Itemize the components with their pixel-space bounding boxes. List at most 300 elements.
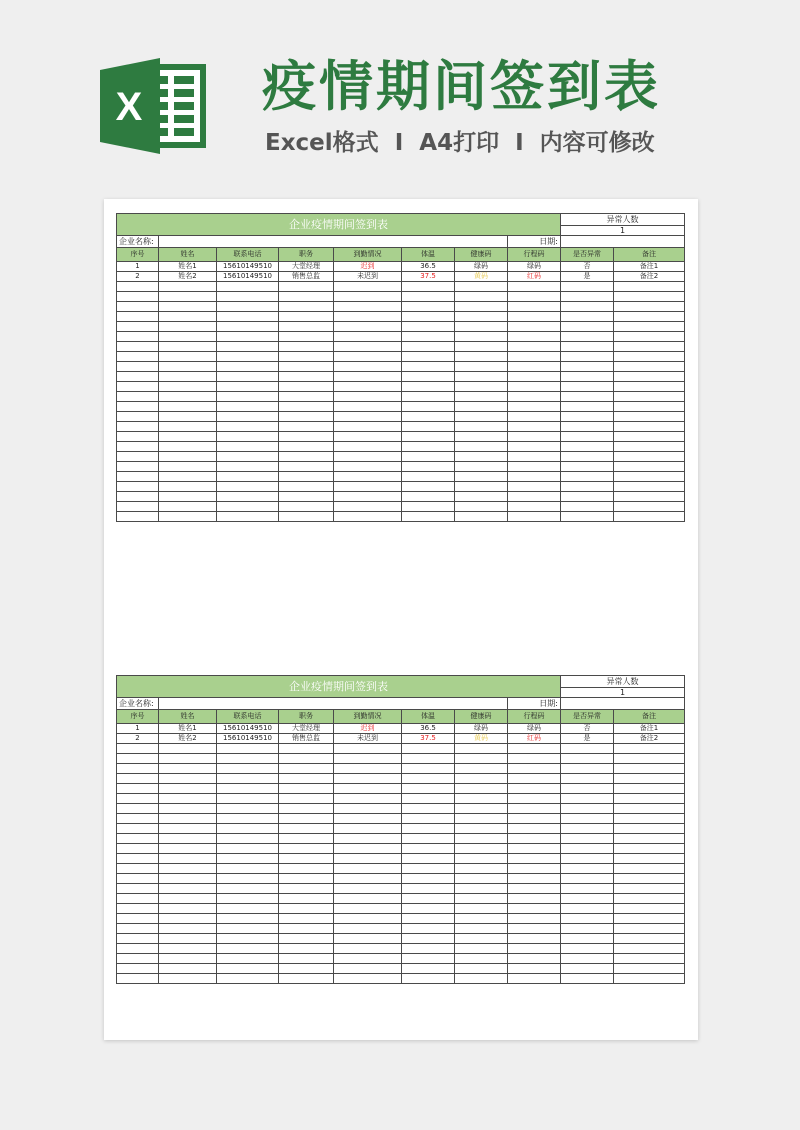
empty-cell[interactable] [279,352,334,362]
table-cell[interactable]: 37.5 [402,734,455,744]
empty-cell[interactable] [561,864,614,874]
empty-cell[interactable] [217,292,279,302]
empty-cell[interactable] [508,854,561,864]
empty-cell[interactable] [217,362,279,372]
empty-cell[interactable] [159,764,217,774]
empty-cell[interactable] [508,292,561,302]
empty-cell[interactable] [402,914,455,924]
empty-cell[interactable] [614,422,685,432]
empty-cell[interactable] [455,282,508,292]
empty-cell[interactable] [614,744,685,754]
empty-cell[interactable] [217,452,279,462]
empty-cell[interactable] [159,512,217,522]
empty-cell[interactable] [117,974,159,984]
empty-cell[interactable] [334,794,402,804]
empty-cell[interactable] [614,954,685,964]
empty-cell[interactable] [455,824,508,834]
empty-cell[interactable] [334,442,402,452]
empty-cell[interactable] [159,814,217,824]
empty-cell[interactable] [217,322,279,332]
abnormal-count-value[interactable]: 1 [561,688,685,698]
empty-cell[interactable] [217,302,279,312]
empty-cell[interactable] [117,924,159,934]
empty-cell[interactable] [279,392,334,402]
empty-cell[interactable] [217,944,279,954]
empty-cell[interactable] [117,824,159,834]
empty-cell[interactable] [455,502,508,512]
empty-cell[interactable] [279,282,334,292]
empty-cell[interactable] [159,884,217,894]
empty-cell[interactable] [561,914,614,924]
table-cell[interactable]: 15610149510 [217,262,279,272]
empty-cell[interactable] [402,392,455,402]
empty-cell[interactable] [561,744,614,754]
empty-cell[interactable] [561,422,614,432]
empty-cell[interactable] [614,402,685,412]
empty-cell[interactable] [217,482,279,492]
empty-cell[interactable] [508,422,561,432]
empty-cell[interactable] [217,784,279,794]
empty-cell[interactable] [614,292,685,302]
empty-cell[interactable] [279,844,334,854]
table-cell[interactable]: 迟到 [334,724,402,734]
empty-cell[interactable] [455,864,508,874]
empty-cell[interactable] [508,442,561,452]
empty-cell[interactable] [614,964,685,974]
empty-cell[interactable] [455,352,508,362]
empty-cell[interactable] [402,402,455,412]
empty-cell[interactable] [217,864,279,874]
empty-cell[interactable] [614,864,685,874]
empty-cell[interactable] [279,462,334,472]
empty-cell[interactable] [455,382,508,392]
empty-cell[interactable] [279,964,334,974]
empty-cell[interactable] [279,312,334,322]
company-name-field[interactable] [159,236,508,248]
empty-cell[interactable] [334,804,402,814]
table-cell[interactable]: 黄码 [455,734,508,744]
empty-cell[interactable] [117,462,159,472]
empty-cell[interactable] [508,512,561,522]
empty-cell[interactable] [117,914,159,924]
empty-cell[interactable] [402,412,455,422]
empty-cell[interactable] [614,342,685,352]
empty-cell[interactable] [561,452,614,462]
empty-cell[interactable] [614,784,685,794]
empty-cell[interactable] [279,292,334,302]
empty-cell[interactable] [217,462,279,472]
empty-cell[interactable] [159,754,217,764]
empty-cell[interactable] [217,312,279,322]
empty-cell[interactable] [455,292,508,302]
empty-cell[interactable] [117,362,159,372]
table-cell[interactable]: 2 [117,272,159,282]
empty-cell[interactable] [402,502,455,512]
empty-cell[interactable] [117,954,159,964]
empty-cell[interactable] [159,974,217,984]
table-cell[interactable]: 36.5 [402,724,455,734]
empty-cell[interactable] [455,974,508,984]
empty-cell[interactable] [117,744,159,754]
empty-cell[interactable] [508,774,561,784]
empty-cell[interactable] [279,774,334,784]
empty-cell[interactable] [455,472,508,482]
empty-cell[interactable] [159,302,217,312]
empty-cell[interactable] [217,774,279,784]
empty-cell[interactable] [508,834,561,844]
empty-cell[interactable] [508,302,561,312]
empty-cell[interactable] [279,342,334,352]
empty-cell[interactable] [402,332,455,342]
empty-cell[interactable] [402,784,455,794]
empty-cell[interactable] [402,432,455,442]
empty-cell[interactable] [159,292,217,302]
empty-cell[interactable] [279,402,334,412]
table-cell[interactable]: 大堂经理 [279,724,334,734]
empty-cell[interactable] [561,794,614,804]
empty-cell[interactable] [455,342,508,352]
empty-cell[interactable] [217,854,279,864]
date-field[interactable] [561,698,685,710]
empty-cell[interactable] [561,362,614,372]
empty-cell[interactable] [561,322,614,332]
empty-cell[interactable] [159,482,217,492]
empty-cell[interactable] [402,934,455,944]
empty-cell[interactable] [614,412,685,422]
empty-cell[interactable] [279,472,334,482]
empty-cell[interactable] [217,442,279,452]
empty-cell[interactable] [334,924,402,934]
table-cell[interactable]: 姓名1 [159,262,217,272]
empty-cell[interactable] [159,352,217,362]
empty-cell[interactable] [561,754,614,764]
empty-cell[interactable] [561,764,614,774]
empty-cell[interactable] [159,854,217,864]
empty-cell[interactable] [455,422,508,432]
empty-cell[interactable] [159,442,217,452]
empty-cell[interactable] [117,422,159,432]
empty-cell[interactable] [159,382,217,392]
empty-cell[interactable] [279,954,334,964]
empty-cell[interactable] [159,774,217,784]
empty-cell[interactable] [614,774,685,784]
empty-cell[interactable] [279,944,334,954]
empty-cell[interactable] [217,924,279,934]
empty-cell[interactable] [279,914,334,924]
empty-cell[interactable] [217,512,279,522]
empty-cell[interactable] [508,894,561,904]
empty-cell[interactable] [334,884,402,894]
empty-cell[interactable] [117,392,159,402]
empty-cell[interactable] [402,944,455,954]
empty-cell[interactable] [159,834,217,844]
empty-cell[interactable] [117,312,159,322]
empty-cell[interactable] [159,784,217,794]
table-cell[interactable]: 2 [117,734,159,744]
empty-cell[interactable] [561,774,614,784]
empty-cell[interactable] [217,382,279,392]
empty-cell[interactable] [455,814,508,824]
empty-cell[interactable] [334,974,402,984]
empty-cell[interactable] [508,944,561,954]
empty-cell[interactable] [402,764,455,774]
empty-cell[interactable] [279,322,334,332]
empty-cell[interactable] [402,864,455,874]
empty-cell[interactable] [334,332,402,342]
empty-cell[interactable] [279,502,334,512]
empty-cell[interactable] [402,512,455,522]
empty-cell[interactable] [455,372,508,382]
table-cell[interactable]: 是 [561,734,614,744]
empty-cell[interactable] [117,342,159,352]
empty-cell[interactable] [334,402,402,412]
empty-cell[interactable] [334,784,402,794]
empty-cell[interactable] [402,352,455,362]
table-cell[interactable]: 否 [561,724,614,734]
empty-cell[interactable] [455,954,508,964]
empty-cell[interactable] [561,312,614,322]
empty-cell[interactable] [508,964,561,974]
empty-cell[interactable] [561,502,614,512]
empty-cell[interactable] [402,302,455,312]
empty-cell[interactable] [334,322,402,332]
empty-cell[interactable] [508,744,561,754]
empty-cell[interactable] [279,794,334,804]
empty-cell[interactable] [561,472,614,482]
empty-cell[interactable] [334,472,402,482]
empty-cell[interactable] [561,342,614,352]
empty-cell[interactable] [402,322,455,332]
empty-cell[interactable] [159,452,217,462]
empty-cell[interactable] [334,462,402,472]
empty-cell[interactable] [508,372,561,382]
empty-cell[interactable] [561,884,614,894]
empty-cell[interactable] [561,854,614,864]
empty-cell[interactable] [117,502,159,512]
empty-cell[interactable] [402,452,455,462]
empty-cell[interactable] [217,472,279,482]
empty-cell[interactable] [455,312,508,322]
table-cell[interactable]: 备注1 [614,724,685,734]
empty-cell[interactable] [508,392,561,402]
empty-cell[interactable] [334,382,402,392]
empty-cell[interactable] [334,894,402,904]
empty-cell[interactable] [614,492,685,502]
empty-cell[interactable] [455,844,508,854]
empty-cell[interactable] [217,422,279,432]
table-cell[interactable]: 绿码 [455,262,508,272]
empty-cell[interactable] [402,282,455,292]
empty-cell[interactable] [455,914,508,924]
empty-cell[interactable] [279,864,334,874]
empty-cell[interactable] [117,784,159,794]
empty-cell[interactable] [217,814,279,824]
empty-cell[interactable] [614,844,685,854]
empty-cell[interactable] [217,412,279,422]
empty-cell[interactable] [159,894,217,904]
empty-cell[interactable] [279,824,334,834]
empty-cell[interactable] [402,472,455,482]
empty-cell[interactable] [455,924,508,934]
empty-cell[interactable] [159,502,217,512]
empty-cell[interactable] [117,302,159,312]
empty-cell[interactable] [117,804,159,814]
empty-cell[interactable] [614,312,685,322]
empty-cell[interactable] [508,382,561,392]
empty-cell[interactable] [217,794,279,804]
empty-cell[interactable] [117,372,159,382]
empty-cell[interactable] [334,282,402,292]
empty-cell[interactable] [279,382,334,392]
empty-cell[interactable] [159,964,217,974]
empty-cell[interactable] [117,322,159,332]
table-cell[interactable]: 姓名2 [159,272,217,282]
empty-cell[interactable] [455,462,508,472]
empty-cell[interactable] [159,312,217,322]
empty-cell[interactable] [334,292,402,302]
empty-cell[interactable] [217,894,279,904]
empty-cell[interactable] [334,372,402,382]
empty-cell[interactable] [117,292,159,302]
empty-cell[interactable] [334,452,402,462]
empty-cell[interactable] [117,482,159,492]
empty-cell[interactable] [159,402,217,412]
empty-cell[interactable] [334,302,402,312]
empty-cell[interactable] [455,854,508,864]
empty-cell[interactable] [561,934,614,944]
empty-cell[interactable] [279,974,334,984]
table-cell[interactable]: 姓名2 [159,734,217,744]
empty-cell[interactable] [117,814,159,824]
empty-cell[interactable] [279,874,334,884]
empty-cell[interactable] [561,292,614,302]
empty-cell[interactable] [508,784,561,794]
empty-cell[interactable] [455,402,508,412]
empty-cell[interactable] [402,814,455,824]
empty-cell[interactable] [614,874,685,884]
empty-cell[interactable] [508,974,561,984]
empty-cell[interactable] [217,282,279,292]
empty-cell[interactable] [334,432,402,442]
empty-cell[interactable] [402,874,455,884]
empty-cell[interactable] [508,864,561,874]
empty-cell[interactable] [279,854,334,864]
empty-cell[interactable] [279,884,334,894]
empty-cell[interactable] [159,824,217,834]
empty-cell[interactable] [217,874,279,884]
empty-cell[interactable] [455,482,508,492]
empty-cell[interactable] [402,824,455,834]
empty-cell[interactable] [334,744,402,754]
table-cell[interactable]: 是 [561,272,614,282]
empty-cell[interactable] [508,844,561,854]
empty-cell[interactable] [402,422,455,432]
empty-cell[interactable] [455,874,508,884]
table-cell[interactable]: 备注2 [614,734,685,744]
empty-cell[interactable] [117,834,159,844]
empty-cell[interactable] [217,904,279,914]
empty-cell[interactable] [508,814,561,824]
empty-cell[interactable] [455,452,508,462]
empty-cell[interactable] [614,804,685,814]
empty-cell[interactable] [508,924,561,934]
empty-cell[interactable] [614,332,685,342]
empty-cell[interactable] [402,904,455,914]
empty-cell[interactable] [217,402,279,412]
empty-cell[interactable] [561,844,614,854]
empty-cell[interactable] [279,442,334,452]
empty-cell[interactable] [117,794,159,804]
empty-cell[interactable] [402,794,455,804]
empty-cell[interactable] [561,874,614,884]
empty-cell[interactable] [217,844,279,854]
empty-cell[interactable] [217,744,279,754]
empty-cell[interactable] [334,422,402,432]
empty-cell[interactable] [159,372,217,382]
empty-cell[interactable] [508,412,561,422]
empty-cell[interactable] [159,282,217,292]
abnormal-count-value[interactable]: 1 [561,226,685,236]
empty-cell[interactable] [159,954,217,964]
empty-cell[interactable] [402,974,455,984]
table-cell[interactable]: 15610149510 [217,724,279,734]
empty-cell[interactable] [561,904,614,914]
empty-cell[interactable] [561,964,614,974]
empty-cell[interactable] [117,352,159,362]
empty-cell[interactable] [159,422,217,432]
empty-cell[interactable] [614,904,685,914]
empty-cell[interactable] [279,302,334,312]
empty-cell[interactable] [455,392,508,402]
empty-cell[interactable] [117,874,159,884]
empty-cell[interactable] [117,764,159,774]
empty-cell[interactable] [402,894,455,904]
empty-cell[interactable] [455,834,508,844]
empty-cell[interactable] [614,814,685,824]
empty-cell[interactable] [117,964,159,974]
empty-cell[interactable] [334,754,402,764]
empty-cell[interactable] [614,372,685,382]
empty-cell[interactable] [334,934,402,944]
empty-cell[interactable] [508,954,561,964]
empty-cell[interactable] [508,824,561,834]
table-cell[interactable]: 迟到 [334,262,402,272]
empty-cell[interactable] [561,814,614,824]
empty-cell[interactable] [117,472,159,482]
empty-cell[interactable] [561,302,614,312]
empty-cell[interactable] [508,884,561,894]
empty-cell[interactable] [561,924,614,934]
empty-cell[interactable] [455,442,508,452]
empty-cell[interactable] [334,944,402,954]
empty-cell[interactable] [279,422,334,432]
empty-cell[interactable] [217,834,279,844]
empty-cell[interactable] [561,512,614,522]
empty-cell[interactable] [117,774,159,784]
empty-cell[interactable] [159,944,217,954]
empty-cell[interactable] [217,332,279,342]
empty-cell[interactable] [117,282,159,292]
empty-cell[interactable] [561,392,614,402]
empty-cell[interactable] [159,492,217,502]
empty-cell[interactable] [159,794,217,804]
table-cell[interactable]: 黄码 [455,272,508,282]
empty-cell[interactable] [508,462,561,472]
empty-cell[interactable] [561,482,614,492]
table-cell[interactable]: 36.5 [402,262,455,272]
empty-cell[interactable] [455,794,508,804]
empty-cell[interactable] [334,854,402,864]
